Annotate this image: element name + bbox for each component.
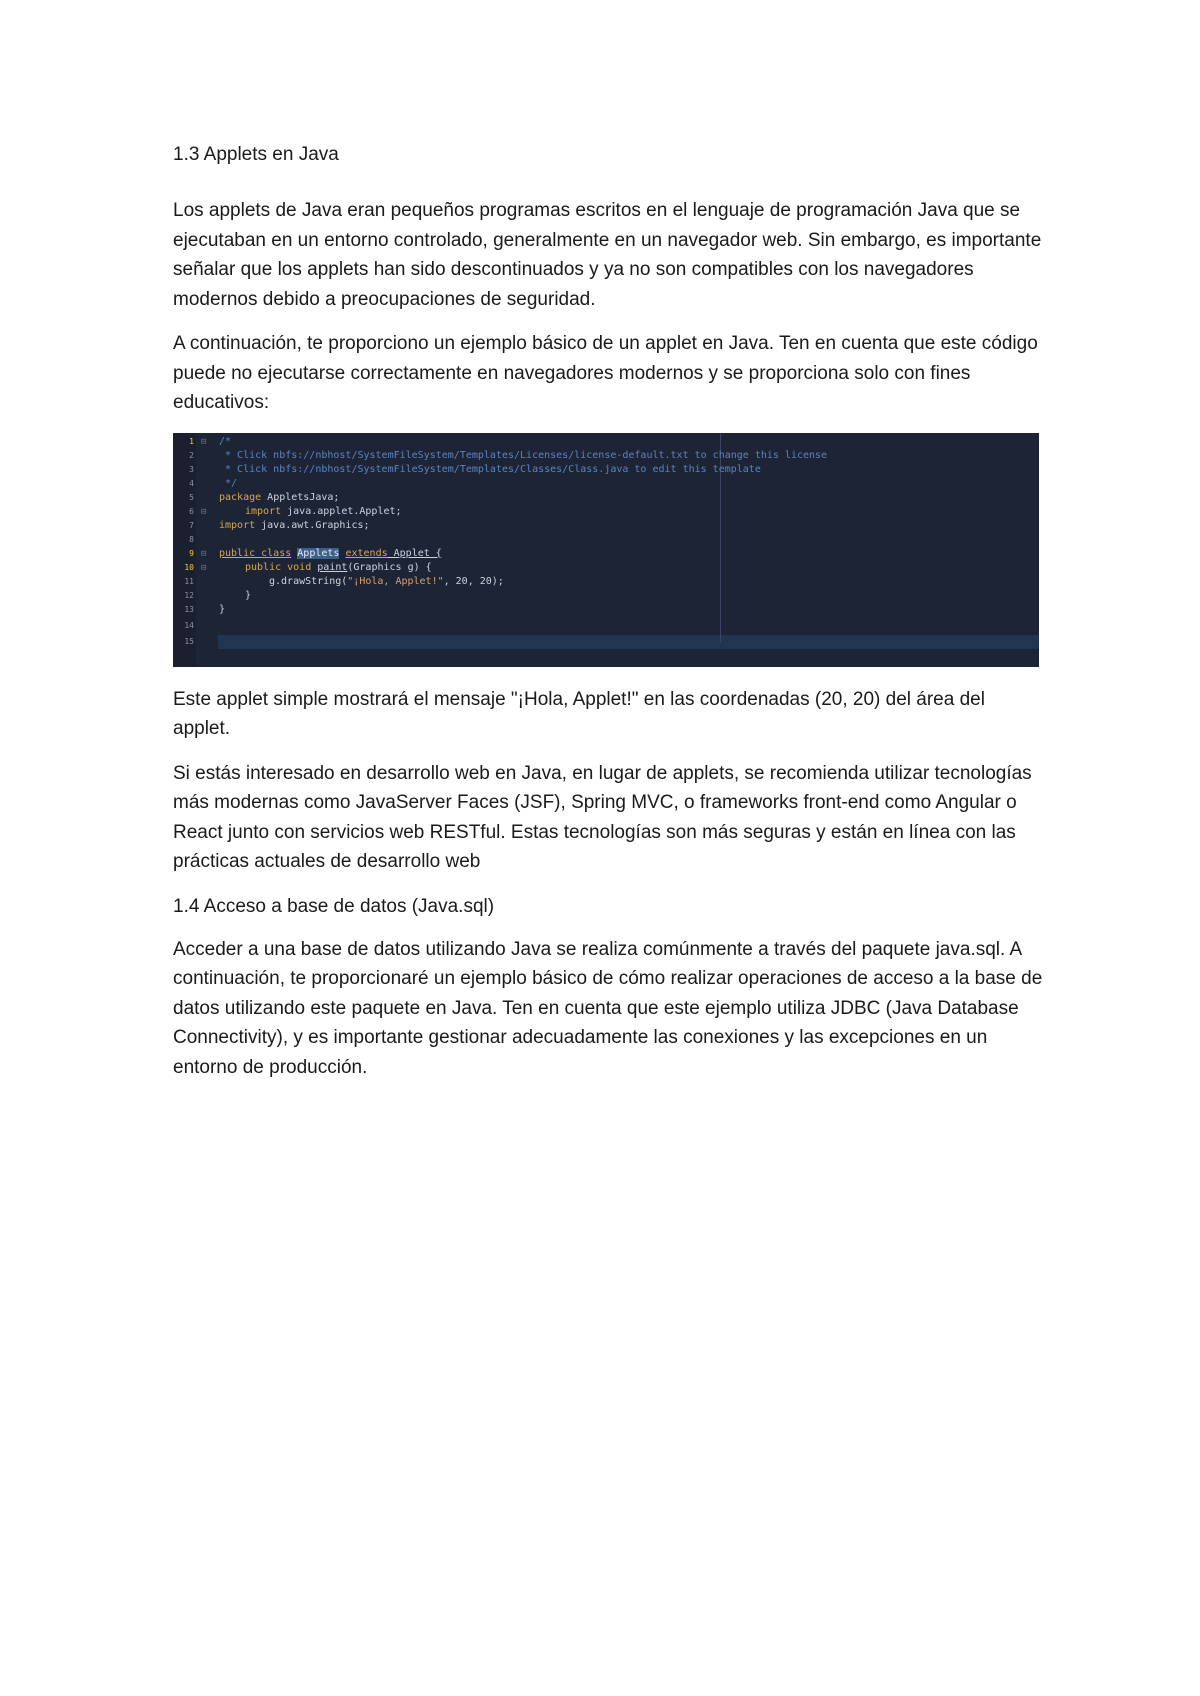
code-keyword: extends — [345, 547, 388, 559]
code-text: AppletsJava; — [261, 491, 340, 503]
code-keyword: import — [245, 505, 282, 517]
line-number: 6 — [189, 506, 194, 516]
code-line: */ — [219, 477, 238, 489]
code-text: (Graphics g) { — [347, 561, 432, 573]
code-text: , 20, 20); — [443, 575, 504, 587]
line-number: 5 — [189, 492, 194, 502]
line-number: 9 — [189, 548, 194, 558]
code-class-name: Applets — [297, 547, 340, 559]
code-line: } — [219, 603, 226, 615]
fold-icon: ⊟ — [201, 548, 207, 559]
section-heading-database: 1.4 Acceso a base de datos (Java.sql) — [173, 895, 495, 917]
line-number: 12 — [184, 590, 194, 600]
line-number: 14 — [184, 620, 194, 630]
line-number: 3 — [189, 464, 194, 474]
code-line — [219, 547, 442, 561]
line-number: 13 — [184, 604, 194, 614]
document-content — [173, 140, 1043, 1097]
fold-icon: ⊟ — [201, 436, 207, 447]
code-line: * Click nbfs://nbhost/SystemFileSystem/Templates/Licenses/license-default.txt to change this license — [219, 449, 828, 461]
code-text: g.drawString( — [269, 575, 348, 587]
line-number: 8 — [189, 534, 194, 544]
code-text: Applet { — [387, 547, 442, 559]
code-line: } — [245, 589, 252, 601]
line-number: 11 — [184, 576, 194, 586]
code-line — [269, 575, 504, 589]
code-line — [219, 519, 370, 533]
paragraph-applets-intro: Los applets de Java eran pequeños programas escritos en el lenguaje de programación Java que se ejecutaban en un entorno controlado, generalmente en un navegador web. Sin embargo, es importante señalar que los applets han sido descontinuados y ya no son compatibles con los navegadores modernos debido a preocupaciones de seguridad. — [173, 200, 1042, 310]
line-number: 7 — [189, 520, 194, 530]
code-line: /* — [219, 435, 232, 447]
code-line — [245, 561, 432, 575]
paragraph-database-access: Acceder a una base de datos utilizando Java se realiza comúnmente a través del paquete java.sql. A continuación, te proporcionaré un ejemplo básico de cómo realizar operaciones de acceso a la base de datos utilizando este paquete en Java. Ten en cuenta que este ejemplo utiliza JDBC (Java Database Connectivity), y es importante gestionar adecuadamente las conexiones y las excepciones en un entorno de producción. — [173, 938, 1043, 1078]
code-text: java.awt.Graphics; — [255, 519, 370, 531]
fold-column — [196, 433, 218, 667]
code-keyword: import — [219, 519, 256, 531]
code-line — [245, 505, 402, 519]
fold-icon: ⊟ — [201, 506, 207, 517]
code-keyword: public class — [219, 547, 292, 559]
paragraph-applet-output: Este applet simple mostrará el mensaje "¡Hola, Applet!" en las coordenadas (20, 20) del área del applet. — [173, 688, 985, 739]
line-number: 1 — [189, 436, 194, 446]
line-number: 4 — [189, 478, 194, 488]
code-line — [219, 491, 339, 505]
code-string: "¡Hola, Applet!" — [347, 575, 444, 587]
line-number: 2 — [189, 450, 194, 460]
section-heading-applets: 1.3 Applets en Java — [173, 144, 339, 165]
code-method-name: paint — [317, 561, 348, 573]
code-line: * Click nbfs://nbhost/SystemFileSystem/Templates/Classes/Class.java to edit this template — [219, 463, 761, 475]
code-keyword: package — [219, 491, 262, 503]
current-line-highlight — [218, 635, 1039, 649]
line-number: 10 — [184, 562, 194, 572]
code-screenshot — [173, 433, 1039, 667]
code-text: java.applet.Applet; — [281, 505, 402, 517]
line-number: 15 — [184, 636, 194, 646]
paragraph-modern-alternatives: Si estás interesado en desarrollo web en Java, en lugar de applets, se recomienda utilizar tecnologías más modernas como JavaServer Faces (JSF), Spring MVC, o frameworks front-end como Angular o React junto con servicios web RESTful. Estas tecnologías son más seguras y están en línea con las prácticas actuales de desarrollo web — [173, 762, 1032, 872]
fold-icon: ⊟ — [201, 562, 207, 573]
paragraph-applets-example: A continuación, te proporciono un ejemplo básico de un applet en Java. Ten en cuenta que este código puede no ejecutarse correctamente en navegadores modernos y se proporciona solo con fines educativos: — [173, 333, 1038, 413]
code-keyword: public void — [245, 561, 312, 573]
